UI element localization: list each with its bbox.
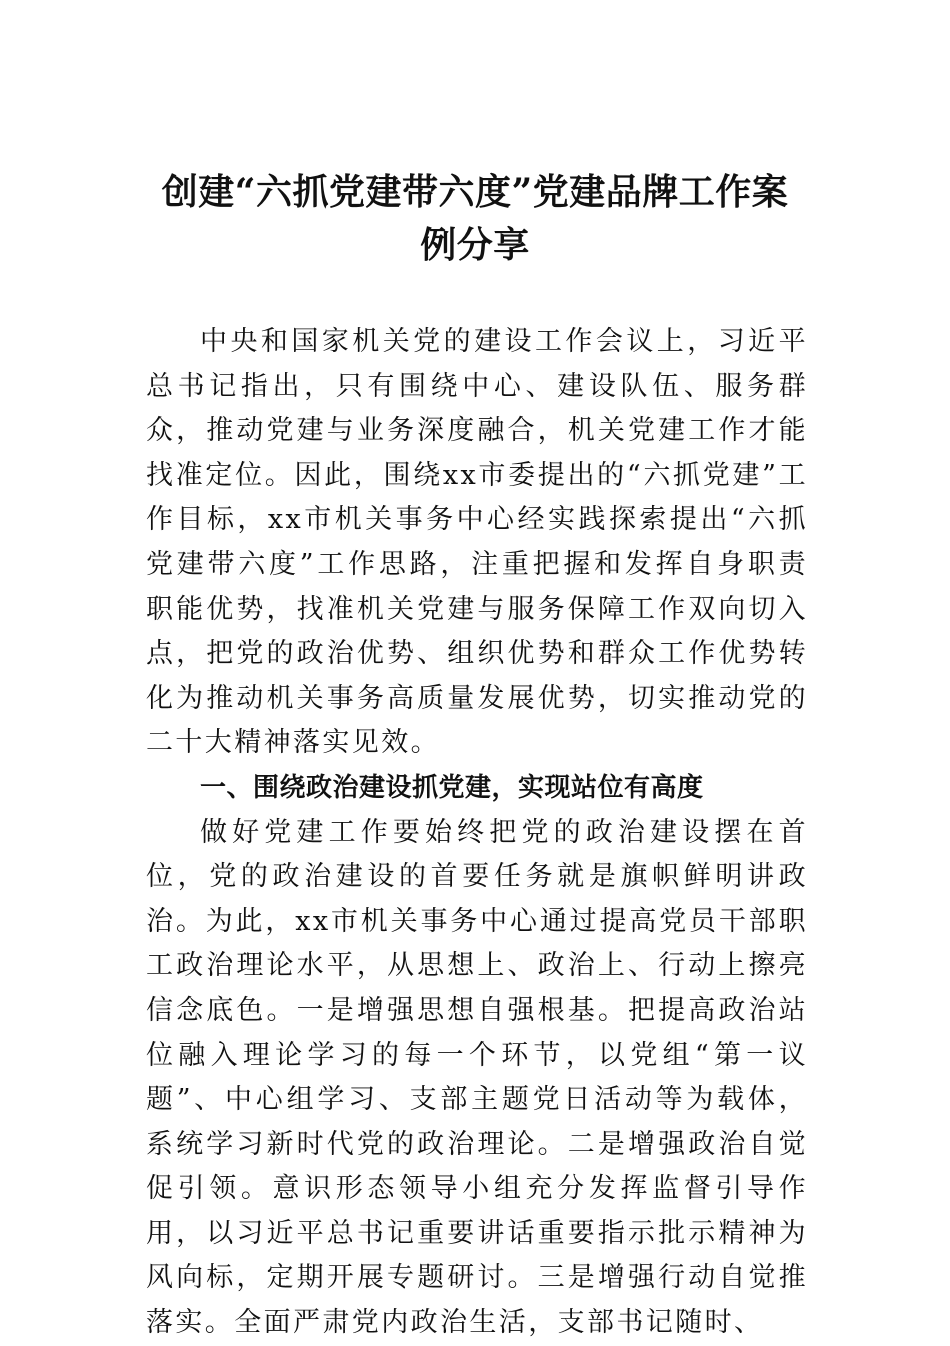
document-body: [146, 320, 808, 1346]
section-heading-1: 一、围绕政治建设抓党建，实现站位有高度: [200, 772, 704, 803]
title-line-2: 例分享: [420, 224, 530, 266]
document-title: [140, 166, 810, 272]
title-line-1: 创建“六抓党建带六度”党建品牌工作案: [161, 171, 789, 213]
section-1-paragraph: 做好党建工作要始终把党的政治建设摆在首位，党的政治建设的首要任务就是旗帜鲜明讲政治。为此，xx市机关事务中心通过提高党员干部职工政治理论水平，从思想上、政治上、行动上擦亮信念底色。一是增强思想自强根基。把提高政治站位融入理论学习的每一个环节，以党组“第一议题”、中心组学习、支部主题党日活动等为载体，系统学习新时代党的政治理论。二是增强政治自觉促引领。意识形态领导小组充分发挥监督引导作用，以习近平总书记重要讲话重要指示批示精神为风向标，定期开展专题研讨。三是增强行动自觉推落实。全面严肃党内政治生活，支部书记随时、: [146, 816, 808, 1339]
intro-paragraph: 中央和国家机关党的建设工作会议上，习近平总书记指出，只有围绕中心、建设队伍、服务群众，推动党建与业务深度融合，机关党建工作才能找准定位。因此，围绕xx市委提出的“六抓党建”工作目标，xx市机关事务中心经实践探索提出“六抓党建带六度”工作思路，注重把握和发挥自身职责职能优势，找准机关党建与服务保障工作双向切入点，把党的政治优势、组织优势和群众工作优势转化为推动机关事务高质量发展优势，切实推动党的二十大精神落实见效。: [146, 326, 808, 759]
